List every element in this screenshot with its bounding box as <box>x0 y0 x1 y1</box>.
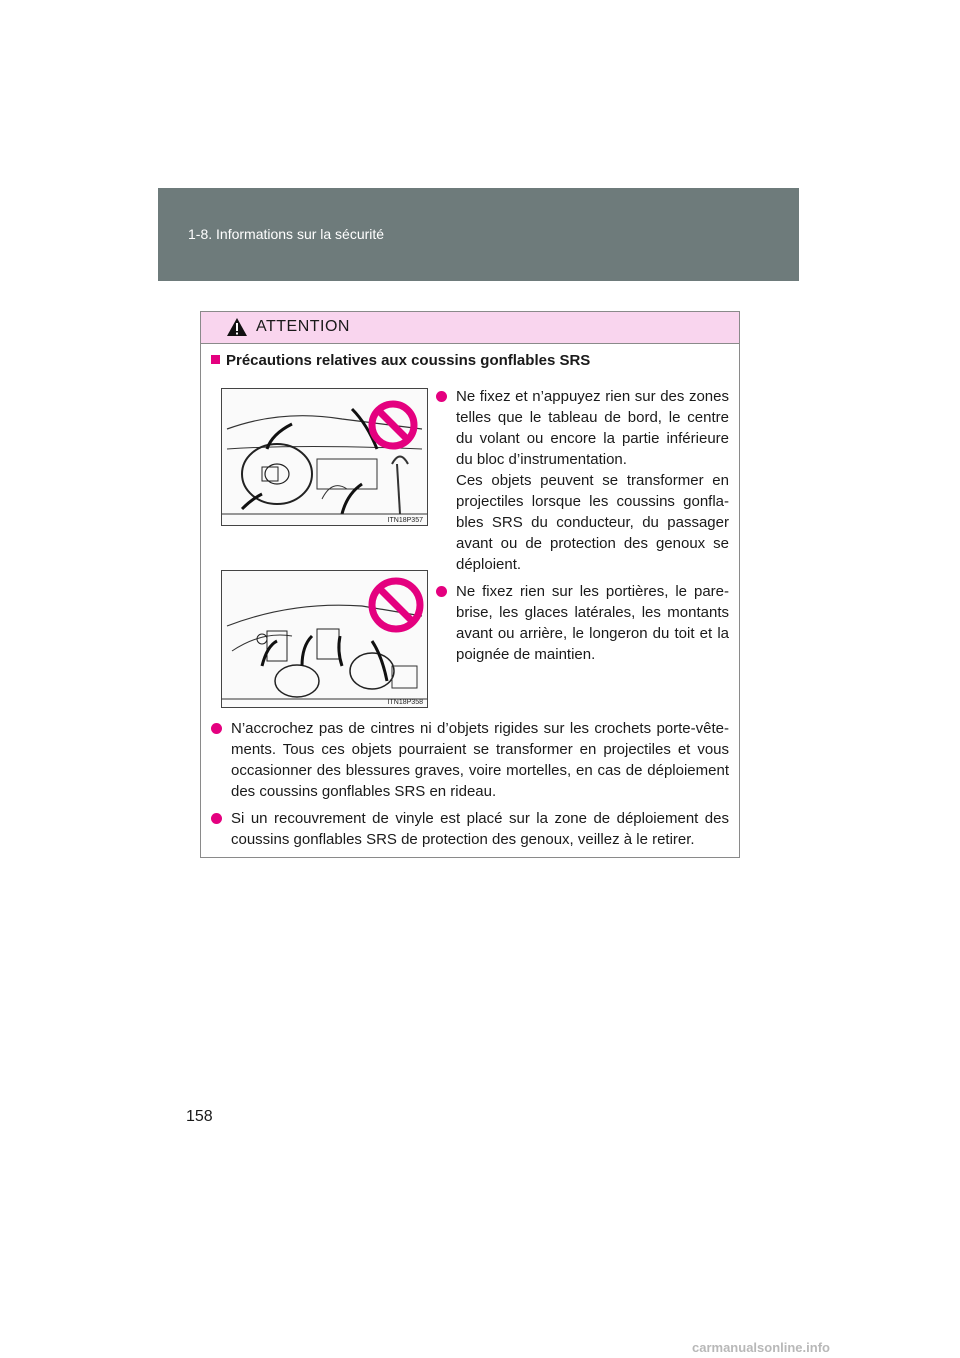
prohibition-sign-icon <box>366 575 426 635</box>
warning-triangle-icon <box>226 317 248 337</box>
figure-dashboard <box>221 388 428 526</box>
warning-header <box>201 312 739 344</box>
full-bullet-list <box>211 718 729 856</box>
bullet-dot-icon <box>211 723 222 734</box>
watermark: carmanualsonline.info <box>692 1340 830 1355</box>
bullet-dot-icon <box>211 813 222 824</box>
side-bullet-list <box>436 386 729 671</box>
figure-code: ITN18P357 <box>387 517 423 524</box>
figure-cabin <box>221 570 428 708</box>
list-item: N’accrochez pas de cintres ni d’objets rigides sur les crochets porte-vête-ments. Tous ces objets pourraient se transformer en projectiles et vous occasionner des blessures graves, voire mortelles, en cas de déploiement des coussins gonflables SRS en rideau. <box>211 718 729 802</box>
list-item: Ne fixez rien sur les portières, le pare-brise, les glaces latérales, les montants avant ou arrière, le longeron du toit et la poignée de maintien. <box>436 581 729 665</box>
square-bullet-icon <box>211 355 220 364</box>
warning-box <box>200 311 740 858</box>
list-item: Ne fixez et n’appuyez rien sur des zones telles que le tableau de bord, le centre du volant ou encore la partie inférieure du bloc d’instrumentation. <box>436 386 729 470</box>
warning-heading: Précautions relatives aux coussins gonflables SRS <box>211 352 590 369</box>
prohibition-sign-icon <box>367 399 419 451</box>
page-number: 158 <box>186 1108 213 1125</box>
bullet-dot-icon <box>436 391 447 402</box>
list-item: Si un recouvrement de vinyle est placé sur la zone de déploiement des coussins gonflables SRS de protection des genoux, veillez à le retirer. <box>211 808 729 850</box>
section-header <box>158 188 799 281</box>
section-title-text: 1-8. Informations sur la sécurité <box>188 226 385 242</box>
bullet-dot-icon <box>436 586 447 597</box>
list-item-continuation: Ces objets peuvent se transformer en projectiles lorsque les coussins gonfla-bles SRS du conducteur, du passager avant ou de protection des genoux se déploient. <box>456 472 729 573</box>
figure-code: ITN18P358 <box>387 699 423 706</box>
warning-title: ATTENTION <box>256 318 350 335</box>
